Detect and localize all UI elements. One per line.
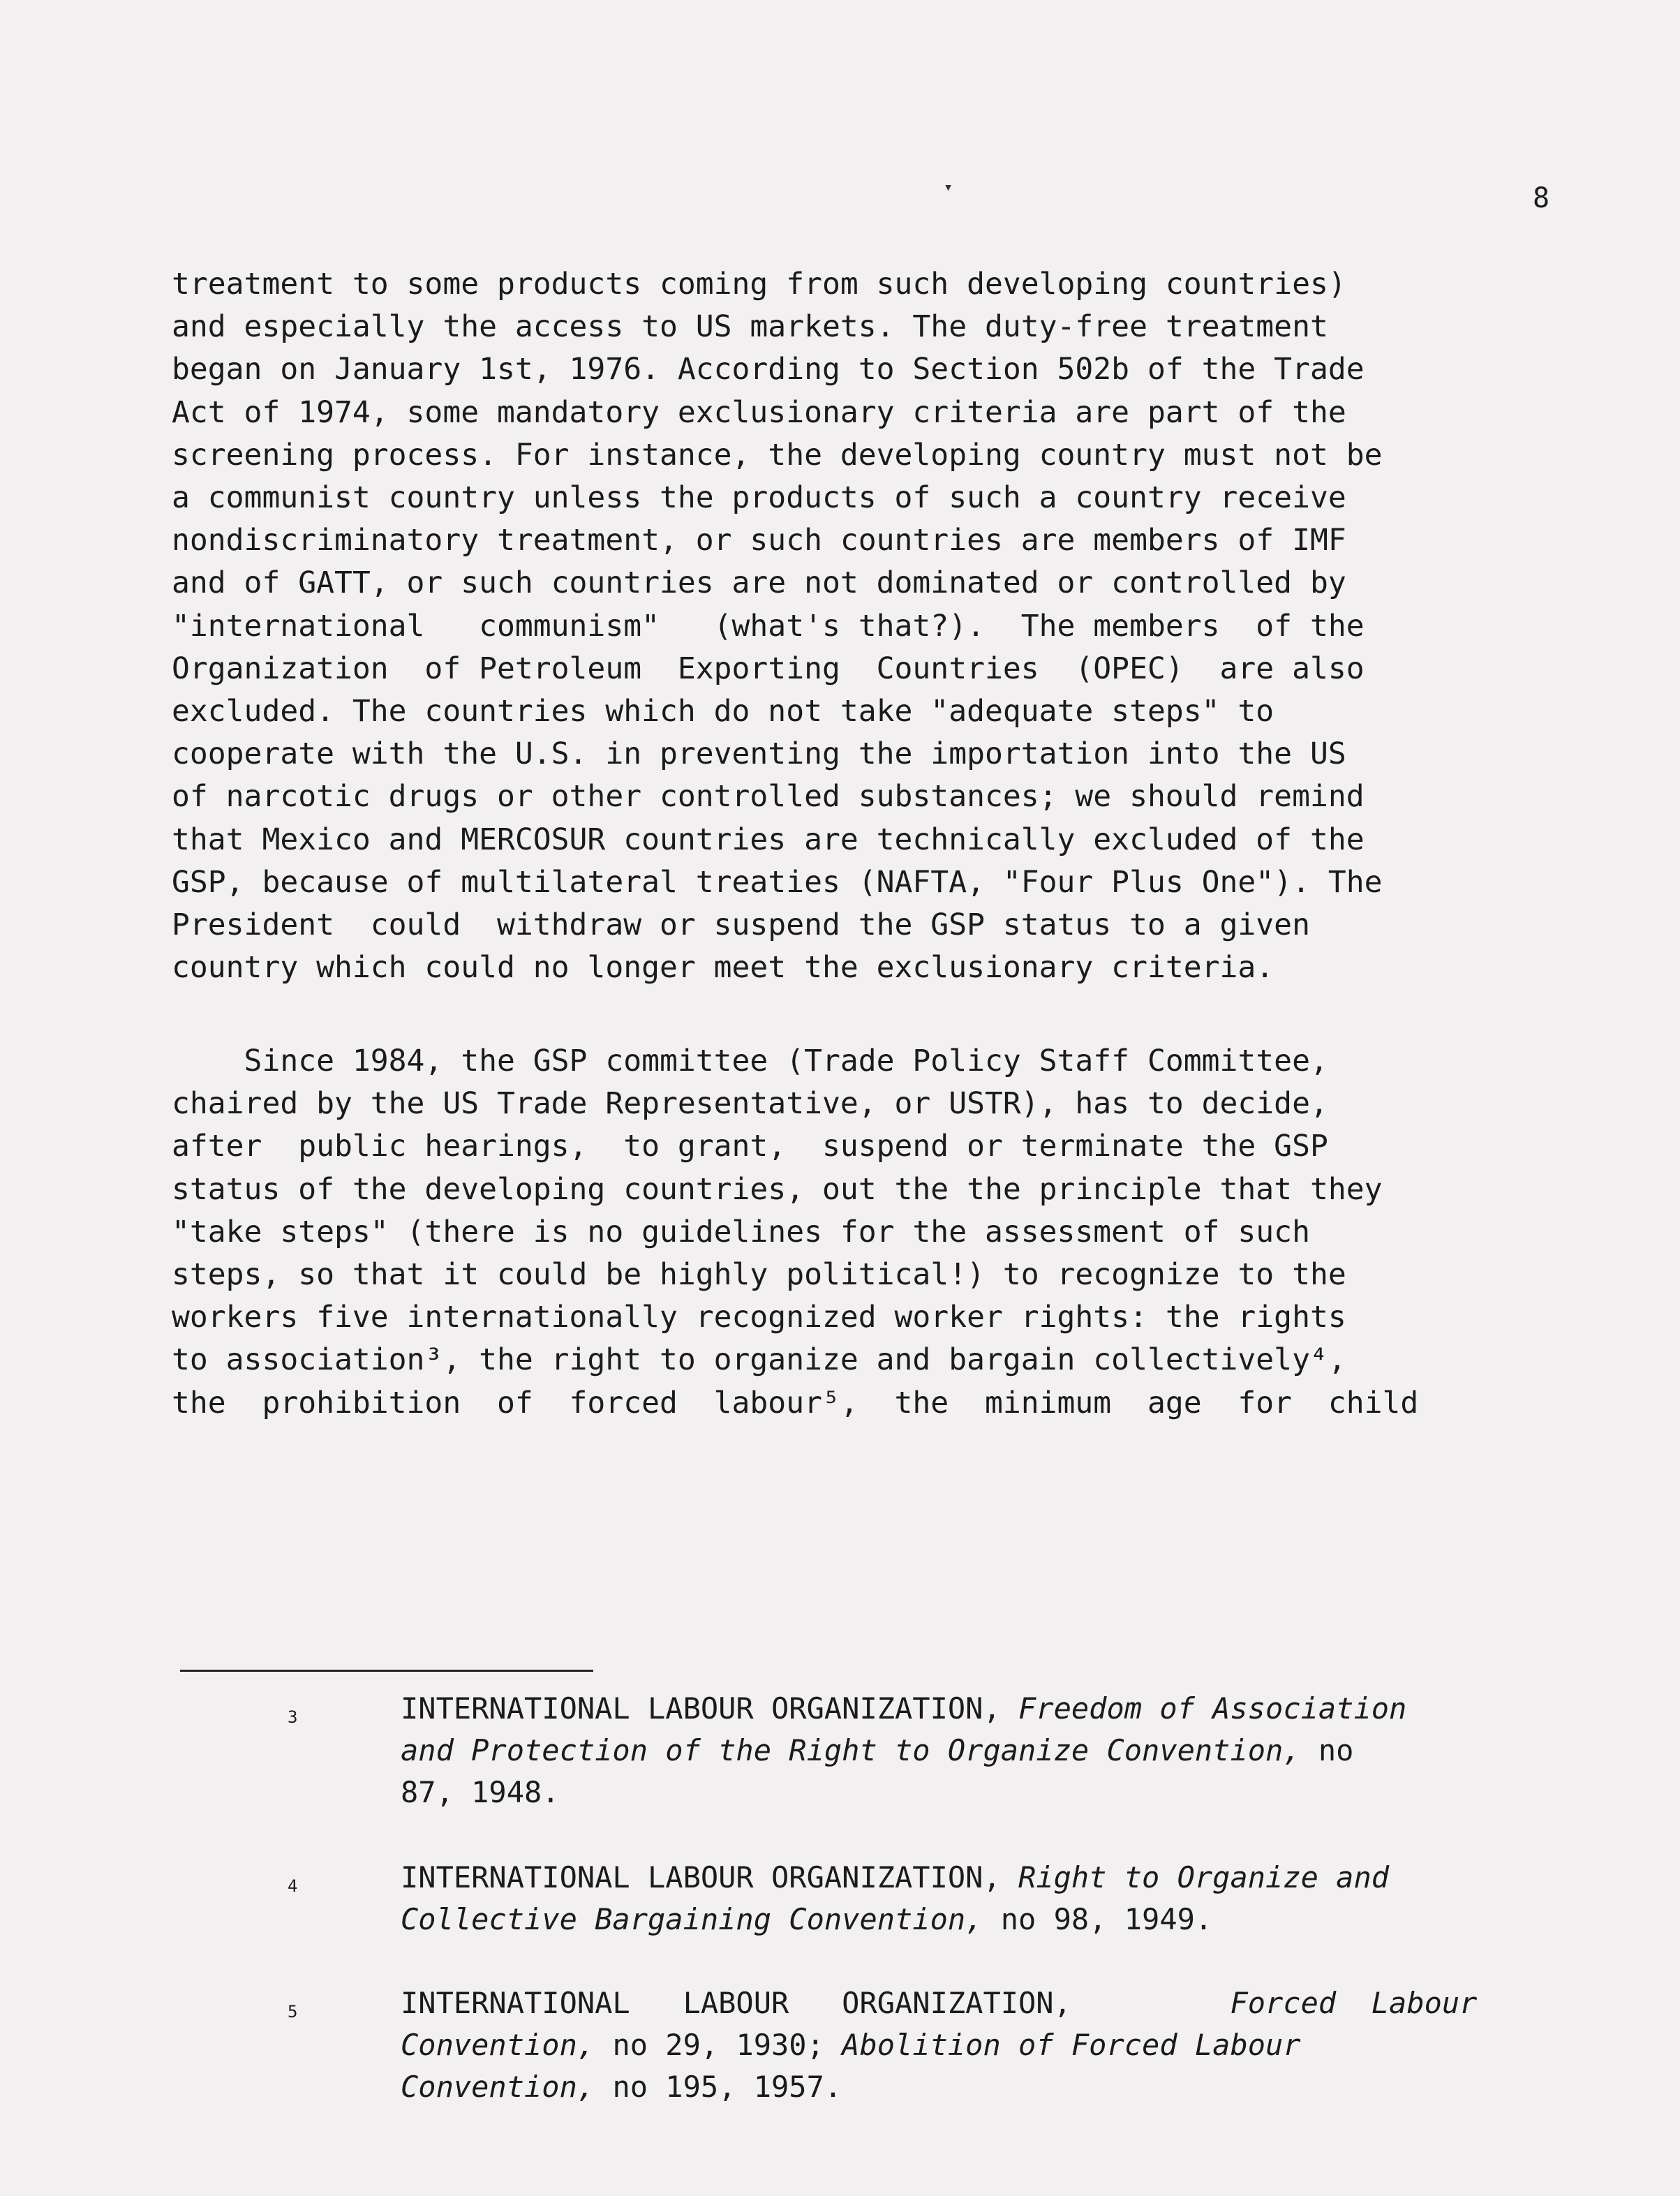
footnote-title: Forced Labour	[1230, 1986, 1478, 2020]
footnote-ref-cont: 87, 1948.	[401, 1775, 560, 1809]
footnote-marker: 4	[288, 1876, 298, 1896]
text-line: treatment to some products coming from such developing countries)	[172, 267, 1346, 302]
text-line: chaired by the US Trade Representative, or USTR), has to decide,	[172, 1086, 1328, 1122]
text-line: of narcotic drugs or other controlled substances; we should remind	[172, 779, 1365, 815]
text-line: Act of 1974, some mandatory exclusionary criteria are part of the	[172, 394, 1346, 430]
text-line: country which could no longer meet the exclusionary criteria.	[172, 950, 1274, 986]
footnote-org: INTERNATIONAL LABOUR ORGANIZATION,	[401, 1986, 1071, 2020]
footnote-title: Right to Organize and	[1018, 1860, 1390, 1894]
footnote-text	[401, 1982, 1573, 2108]
footnote-org: INTERNATIONAL LABOUR ORGANIZATION,	[401, 1860, 1001, 1894]
footnote-title: Freedom of Association	[1018, 1691, 1407, 1726]
text-line: steps, so that it could be highly political!) to recognize to the	[172, 1257, 1346, 1293]
text-line: President could withdraw or suspend the GSP status to a given	[172, 907, 1310, 943]
footnote-rule	[180, 1670, 593, 1672]
text-line: GSP, because of multilateral treaties (NAFTA, "Four Plus One"). The	[172, 864, 1383, 900]
text-line: Since 1984, the GSP committee (Trade Policy Staff Committee,	[172, 1044, 1328, 1078]
footnote-title-cont: Collective Bargaining Convention,	[401, 1902, 983, 1936]
text-line: "international communism" (what's that?). The members of the	[172, 608, 1365, 644]
footnote-marker: 5	[288, 2002, 298, 2021]
footnote-title-2: Abolition of Forced Labour	[842, 2028, 1301, 2062]
footnote-text	[401, 1688, 1573, 1813]
footnote-title-cont: and Protection of the Right to Organize Convention,	[401, 1733, 1301, 1767]
footnote-ref: no	[1300, 1733, 1354, 1767]
text-line: workers five internationally recognized worker rights: the rights	[172, 1300, 1346, 1335]
page-number: 8	[1533, 182, 1550, 214]
footnote-ref: no 29, 1930;	[595, 2028, 842, 2062]
footnote-ref-cont: no 195, 1957.	[595, 2070, 842, 2104]
footnote-ref: no 98, 1949.	[983, 1902, 1213, 1936]
text-line: the prohibition of forced labour⁵, the minimum age for child	[172, 1385, 1419, 1420]
text-line: "take steps" (there is no guidelines for the assessment of such	[172, 1214, 1310, 1249]
text-line: screening process. For instance, the developing country must not be	[172, 437, 1383, 473]
text-line: Organization of Petroleum Exporting Countries (OPEC) are also	[172, 651, 1365, 686]
scan-mark: ▾	[944, 179, 953, 196]
footnote-org: INTERNATIONAL LABOUR ORGANIZATION,	[401, 1691, 1001, 1726]
text-line: after public hearings, to grant, suspend or terminate the GSP	[172, 1129, 1328, 1164]
text-line: cooperate with the U.S. in preventing the importation into the US	[172, 736, 1346, 772]
paragraph-1	[172, 263, 1556, 989]
paragraph-2	[172, 1040, 1556, 1425]
text-line: and of GATT, or such countries are not dominated or controlled by	[172, 565, 1346, 601]
text-line: that Mexico and MERCOSUR countries are technically excluded of the	[172, 822, 1365, 857]
text-line: status of the developing countries, out the the principle that they	[172, 1171, 1383, 1207]
footnote-marker: 3	[288, 1707, 298, 1727]
text-line: a communist country unless the products of such a country receive	[172, 480, 1346, 516]
text-line: and especially the access to US markets. The duty-free treatment	[172, 309, 1328, 345]
footnote-text	[401, 1857, 1573, 1941]
text-line: excluded. The countries which do not take "adequate steps" to	[172, 694, 1274, 729]
text-line: to association³, the right to organize and bargain collectively⁴,	[172, 1342, 1346, 1378]
text-line: nondiscriminatory treatment, or such countries are members of IMF	[172, 523, 1346, 558]
text-line: began on January 1st, 1976. According to Section 502b of the Trade	[172, 352, 1365, 387]
footnote-title-cont: Convention,	[401, 2028, 595, 2062]
footnote-title-2-cont: Convention,	[401, 2070, 595, 2104]
